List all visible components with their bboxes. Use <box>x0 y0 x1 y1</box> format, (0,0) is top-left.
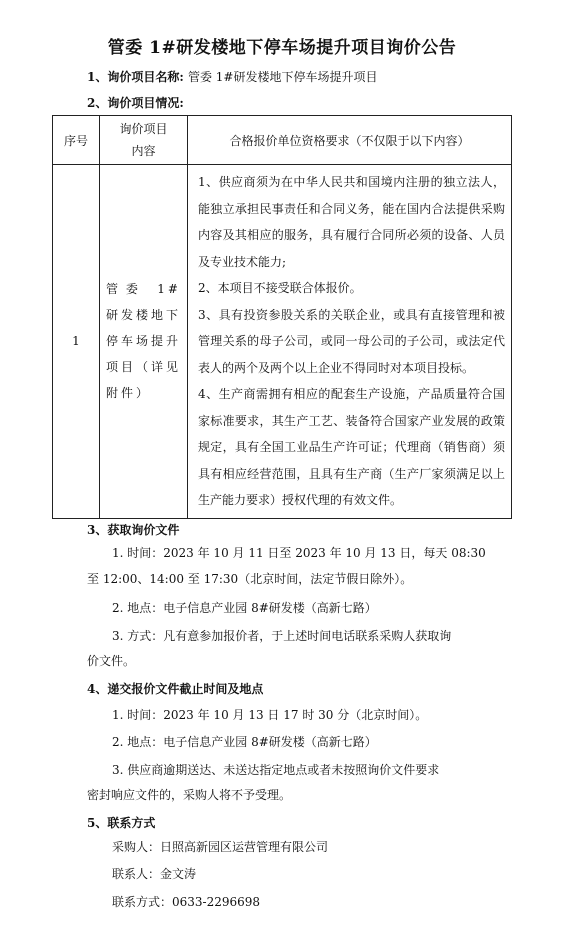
table-row <box>53 165 512 519</box>
header-requirements: 合格报价单位资格要求（不仅限于以下内容） <box>188 116 512 165</box>
section-3-heading: 3、获取询价文件 <box>87 523 180 537</box>
s3-place: 2. 地点：电子信息产业园 8#研发楼（高新七路） <box>112 601 377 615</box>
row-project-name: 管委 1#研发楼地下停车场提升项目（详见附件） <box>100 165 188 519</box>
s5-contact: 联系人：金文涛 <box>112 867 197 881</box>
section-1-heading <box>87 68 377 85</box>
section-5-heading: 5、联系方式 <box>87 816 156 830</box>
section-4-heading: 4、递交报价文件截止时间及地点 <box>87 682 264 696</box>
s5-phone: 联系方式：0633-2296698 <box>112 895 261 909</box>
s5-buyer: 采购人：日照高新园区运营管理有限公司 <box>112 840 329 854</box>
header-name <box>100 116 188 165</box>
project-name: 管委 1#研发楼地下停车场提升项目 <box>187 70 378 84</box>
s3-method-line2: 价文件。 <box>87 654 136 668</box>
page-title: 管委 1#研发楼地下停车场提升项目询价公告 <box>107 38 457 58</box>
s4-note-line1: 3. 供应商逾期送达、未送达指定地点或者未按照询价文件要求 <box>112 763 440 777</box>
s4-note-line2: 密封响应文件的，采购人将不予受理。 <box>87 788 292 802</box>
row-requirements <box>188 165 512 519</box>
s4-place: 2. 地点：电子信息产业园 8#研发楼（高新七路） <box>112 735 377 749</box>
section-2-heading: 2、询价项目情况: <box>87 96 184 110</box>
s3-time-line1: 1. 时间：2023 年 10 月 11 日至 2023 年 10 月 13 日，每天 08:30 <box>112 546 486 560</box>
requirement-item: 1、供应商须为在中华人民共和国境内注册的独立法人，能独立承担民事责任和合同义务，能在国内合法提供采购内容及其相应的服务，具有履行合同所必须的设备、人员及专业技术能力; <box>198 175 505 269</box>
row-no: 1 <box>53 165 100 519</box>
s3-time-line2: 至 12:00、14:00 至 17:30（北京时间，法定节假日除外）。 <box>87 572 413 586</box>
requirement-item: 2、本项目不接受联合体报价。 <box>198 281 362 295</box>
requirement-item: 3、具有投资参股关系的关联企业，或具有直接管理和被管理关系的母子公司，或同一母公司的子公司，或法定代表人的两个及两个以上企业不得同时对本项目投标。 <box>198 307 505 375</box>
header-name-line2: 内容 <box>131 144 156 158</box>
requirement-item: 4、生产商需拥有相应的配套生产设施，产品质量符合国家标准要求，其生产工艺、装备符合国家产业发展的政策规定，具有全国工业品生产许可证；代理商（销售商）须具有相应经营范围，且具有生产商（生产厂家须满足以上生产能力要求）授权代理的有效文件。 <box>198 387 505 507</box>
header-no: 序号 <box>53 116 100 165</box>
section-1-label: 1、询价项目名称: <box>87 70 184 84</box>
header-name-line1: 询价项目 <box>119 122 168 136</box>
s3-method-line1: 3. 方式：凡有意参加报价者，于上述时间电话联系采购人获取询 <box>112 629 452 643</box>
table-header-row <box>53 116 512 165</box>
project-info-table <box>52 115 512 519</box>
s4-time: 1. 时间：2023 年 10 月 13 日 17 时 30 分（北京时间）。 <box>112 708 428 722</box>
